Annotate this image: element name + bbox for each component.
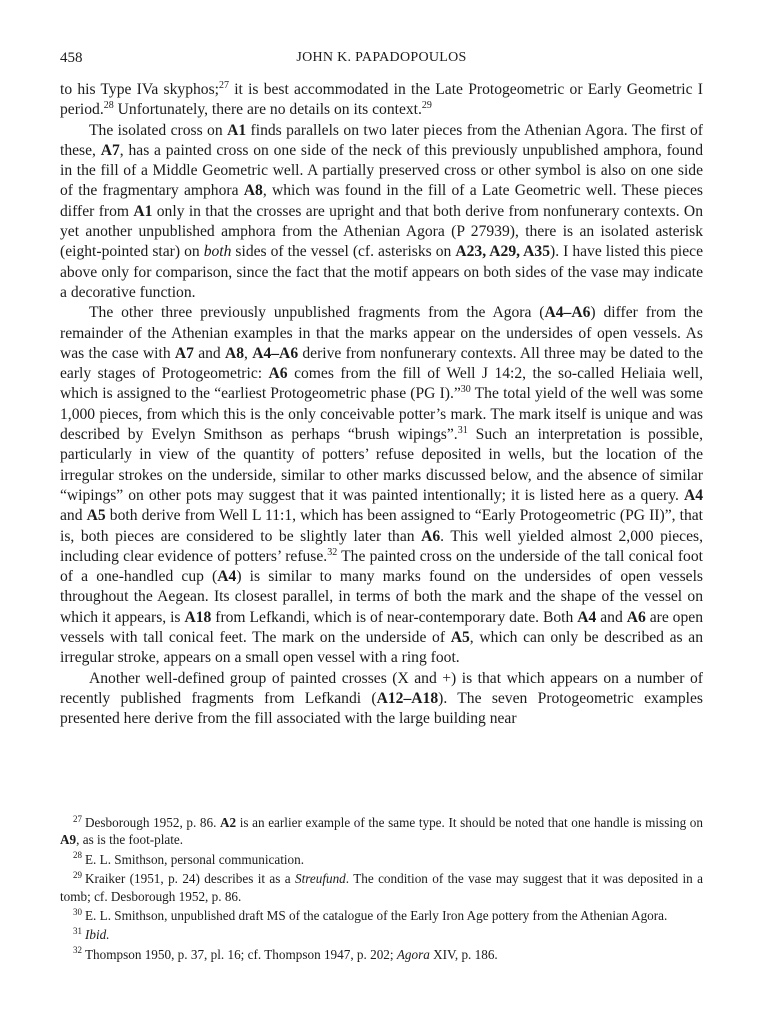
footnote-ref: 30 [460,384,471,396]
footnotes [60,814,703,965]
catalogue-ref: A4 [217,568,237,586]
text-run: Such an interpretation is possible, particularly in view of the quantity of potters’ refuse deposited in wells, but the location of the irregular strokes on the underside, similar to other marks discussed below, and the absence of similar “wipings” on other pots may suggest that it was painted intentionally; it is listed here as a query. [60,426,703,504]
text-run: ) is similar to many marks found on the undersides of open vessels throughout the Aegean. Its closest parallel, in terms of both the mark and the shape of the vessel on which it appears, is [60,568,703,626]
catalogue-ref: A5 [86,507,106,525]
catalogue-ref: A9 [60,832,77,848]
text-run: only in that the crosses are upright and that both derive from nonfunerary contexts. On yet another unpublished amphora from the Athenian Agora (P 27939), there is an isolated asterisk (eight-pointed star) on [60,202,703,261]
text-run: The other three previously unpublished fragments from the Agora ( [89,304,545,322]
footnote-ref: 32 [327,546,338,558]
footnote [60,907,703,924]
footnote [60,870,703,905]
text-run: Another well-defined group of painted crosses (X and +) is that which appears on a number of recently published fragments from Lefkandi ( [60,669,703,707]
text-run: from Lefkandi, which is of near-contemporary date. Both [211,608,578,626]
text-run: both derive from Well L 11:1, which has been assigned to “Early Protogeometric (PG II)”, that is, both pieces are considered to be slightly later than [60,507,703,545]
text-run: it is best accommodated in the Late Protogeometric or Early Geometric I period. [60,81,703,119]
footnote-ref: 28 [103,100,114,112]
footnote-number: 32 [73,945,82,956]
text-run: Thompson 1950, p. 37, pl. 16; cf. Thompson 1947, p. 202; [85,946,397,962]
text-run: , as is the foot-plate. [76,832,184,848]
footnote [60,926,703,943]
text-run: The isolated cross on [89,121,228,139]
catalogue-ref: A7 [100,141,120,159]
footnote [60,851,703,868]
footnote-number: 31 [73,926,82,937]
italic-text: Streufund [294,871,346,887]
footnote-number: 29 [73,869,82,880]
catalogue-ref: A6 [268,365,288,383]
catalogue-ref: A5 [450,629,470,647]
text-run: derive from nonfunerary contexts. All three may be dated to the early stages of Protogeometric: [60,344,704,383]
text-run: , has a painted cross on one side of the neck of this previously unpublished amphora, found in the fill of a Middle Geometric well. A partially preserved cross or other symbol is also on one side of the fragmentary amphora [60,141,703,200]
catalogue-ref: A4–A6 [252,344,299,362]
running-head [60,50,703,72]
footnote-ref: 29 [421,100,432,112]
text-run: The painted cross on the underside of the tall conical foot of a one-handled cup ( [60,547,703,586]
catalogue-ref: A23, A29, A35 [455,243,551,261]
text-run: ). The seven Protogeometric examples presented here derive from the fill associated with the large building near [60,689,703,728]
catalogue-ref: A18 [184,608,212,626]
italic-text: both [203,243,232,261]
footnote-number: 27 [73,813,82,824]
text-run: is an earlier example of the same type. It should be noted that one handle is missing on [236,815,703,830]
text-run: Unfortunately, there are no details on its context. [113,101,422,119]
catalogue-ref: A8 [224,344,245,362]
text-run: and [60,507,87,525]
text-run: comes from the fill of Well J 14:2, the so-called Heliaia well, which is assigned to the “earliest Protogeometric phase (PG I).” [60,365,703,403]
catalogue-ref: A7 [174,344,194,362]
body-text [60,80,703,730]
text-run: . The condition of the vase may suggest that it was deposited in a tomb; cf. Desborough 1952, p. 86. [60,871,703,904]
text-run: ). I have listed this piece above only for comparison, since the fact that the motif appears on both sides of the vase may indicate a decorative function. [60,243,704,301]
text-run: Kraiker (1951, p. 24) describes it as a [85,871,295,887]
catalogue-ref: A12–A18 [376,689,439,707]
text-run: are open vessels with tall conical feet. The mark on the underside of [60,608,703,647]
text-run: , [244,344,253,362]
text-run: ) differ from the remainder of the Athenian examples in that the marks appear on the undersides of open vessels. As was the case with [60,304,703,362]
paragraph [60,669,703,730]
paragraph [60,303,703,668]
text-run: and [596,608,627,626]
catalogue-ref: A8 [243,182,263,200]
footnote-ref: 31 [457,424,468,436]
running-title: JOHN K. PAPADOPOULOS [296,50,467,65]
paragraph [60,80,703,121]
catalogue-ref: A4 [683,486,703,504]
text-run: . This well yielded almost 2,000 pieces, including clear evidence of potters’ refuse. [60,527,703,565]
catalogue-ref: A2 [219,815,237,830]
footnote [60,946,703,963]
text-run: , which can only be described as an irregular stroke, appears on a small open vessel with a ring foot. [60,629,703,667]
text-run: XIV, p. 186. [429,946,498,962]
text-run: sides of the vessel (cf. asterisks on [231,243,456,261]
text-run: finds parallels on two later pieces from the Athenian Agora. The first of these, [60,121,703,159]
italic-text: Ibid. [85,927,110,943]
catalogue-ref: A4–A6 [544,304,591,322]
page-number: 458 [60,50,83,66]
text-run: E. L. Smithson, personal communication. [85,851,305,867]
catalogue-ref: A6 [626,608,646,626]
text-run: , which was found in the fill of a Late Geometric well. These pieces differ from [60,182,703,220]
italic-text: Agora [396,946,430,962]
catalogue-ref: A1 [227,121,247,139]
catalogue-ref: A1 [133,202,153,220]
footnote-number: 30 [73,906,82,917]
text-run: Desborough 1952, p. 86. [85,815,220,830]
text-run: The total yield of the well was some 1,000 pieces, from which this is the only conceivable potter’s mark. The mark itself is unique and was described by Evelyn Smithson as perhaps “brush wipings”. [60,385,703,444]
catalogue-ref: A6 [421,527,441,545]
text-run: E. L. Smithson, unpublished draft MS of the catalogue of the Early Iron Age pottery from the Athenian Agora. [85,908,668,924]
footnote-ref: 27 [218,79,229,91]
footnote [60,814,703,849]
text-run: to his Type IVa skyphos; [60,81,219,98]
footnote-number: 28 [73,850,82,861]
text-run: and [193,344,225,362]
paragraph [60,121,703,304]
catalogue-ref: A4 [577,608,597,626]
